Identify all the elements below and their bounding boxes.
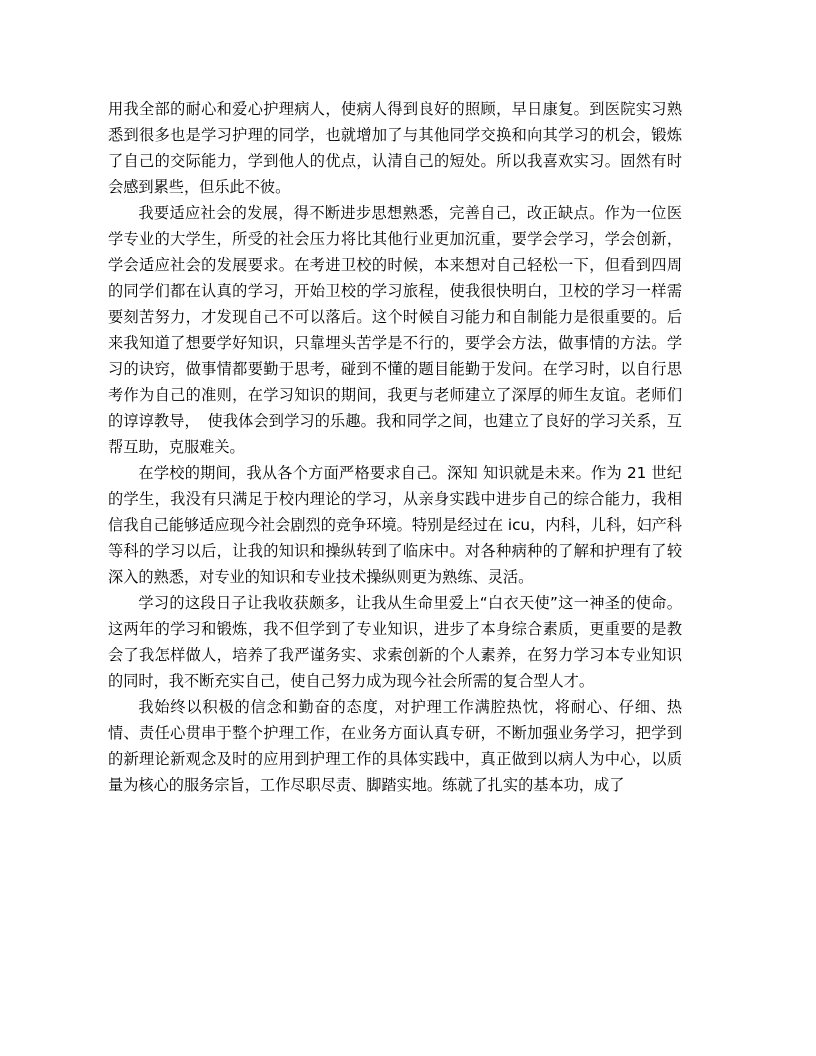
document-page xyxy=(108,96,682,798)
paragraph-3: 在学校的期间，我从各个方面严格要求自己。深知 知识就是未来。作为 21 世纪的学生，我没有只满足于校内理论的学习，从亲身实践中进步自己的综合能力，我相信我自己能够适应现今社会剧烈的竞争环境。特别是经过在 icu，内科，儿科，妇产科等科的学习以后，让我的知识和操纵转到了临床中。对各种病种的了解和护理有了较深入的熟悉，对专业的知识和专业技术操纵则更为熟练、灵活。 xyxy=(108,464,682,586)
paragraph-2: 我要适应社会的发展，得不断进步思想熟悉，完善自己，改正缺点。作为一位医学专业的大学生，所受的社会压力将比其他行业更加沉重，要学会学习，学会创新，学会适应社会的发展要求。在考进卫校的时候，本来想对自己轻松一下，但看到四周的同学们都在认真的学习，开始卫校的学习旅程，使我很快明白，卫校的学习一样需要刻苦努力，才发现自己不可以落后。这个时候自习能力和自制能力是很重要的。后来我知道了想要学好知识，只靠埋头苦学是不行的，要学会方法，做事情的方法。学习的诀窍，做事情都要勤于思考，碰到不懂的题目能勤于发问。在学习时，以自行思考作为自己的准则，在学习知识的期间，我更与老师建立了深厚的师生友谊。老师们的谆谆教导， 使我体会到学习的乐趣。我和同学之间，也建立了良好的学习关系，互帮互助，克服难关。 xyxy=(108,204,682,456)
paragraph-5: 我始终以积极的信念和勤奋的态度，对护理工作满腔热忱，将耐心、仔细、热情、责任心贯串于整个护理工作，在业务方面认真专研，不断加强业务学习，把学到的新理论新观念及时的应用到护理工作的具体实践中，真正做到以病人为中心，以质量为核心的服务宗旨，工作尽职尽责、脚踏实地。练就了扎实的基本功，成了 xyxy=(108,698,682,794)
paragraph-1: 用我全部的耐心和爱心护理病人，使病人得到良好的照顾，早日康复。到医院实习熟悉到很多也是学习护理的同学，也就增加了与其他同学交换和向其学习的机会，锻炼了自己的交际能力，学到他人的优点，认清自己的短处。所以我喜欢实习。固然有时会感到累些，但乐此不彼。 xyxy=(108,100,682,196)
paragraph-4: 学习的这段日子让我收获颇多，让我从生命里爱上“白衣天使”这一神圣的使命。这两年的学习和锻炼，我不但学到了专业知识，进步了本身综合素质，更重要的是教会了我怎样做人，培养了我严谨务实、求索创新的个人素养，在努力学习本专业知识的同时，我不断充实自己，使自己努力成为现今社会所需的复合型人才。 xyxy=(108,594,682,690)
